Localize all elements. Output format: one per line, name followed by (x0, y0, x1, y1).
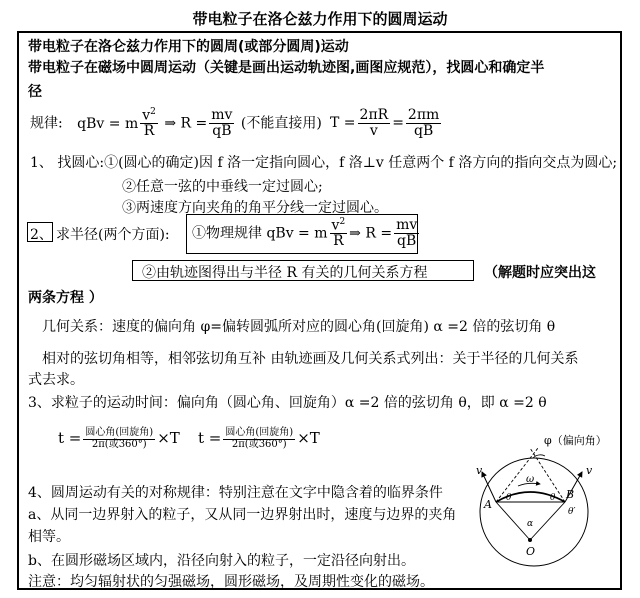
geom-line3: 式去求。 (28, 372, 84, 388)
page-title: 带电粒子在洛仑兹力作用下的圆周运动 (192, 10, 448, 28)
phi-label: φ（偏向角） (544, 434, 607, 447)
v2-over-R: $\frac{v^2}{R}$ (142, 107, 156, 140)
item4-line4: b、在圆形磁场区域内，沿径向射入的粒子，一定沿径向射出。 (28, 553, 415, 569)
period-formula: T = $\frac{2\pi R}{v}$ = $\frac{2\pi m}{qB}$ (330, 107, 440, 139)
geom-line1: 几何关系：速度的偏向角 φ=偏转圆弧所对应的圆心角(回旋角) α =2 倍的弦切角 θ (42, 319, 556, 335)
radius-law-formula: ①物理规律 qBv = m $\frac{v^2}{R}$ ⇒ R = $\frac{mv}{qB}$ (192, 217, 418, 250)
item2-note: （解题时应突出这 (484, 265, 596, 281)
heading-2: 带电粒子在磁场中圆周运动（关键是画出运动轨迹图,画图应规范），找圆心和确定半 (28, 60, 545, 76)
v-left-label: v (476, 464, 483, 477)
law-formula: 规律: qBv = m $\frac{v^2}{R}$ ⇒ R = $\frac{mv}{qB}$ (不能直接用) (30, 107, 322, 140)
item1-line1: 1、 找圆心:①(圆心的确定)因 f 洛一定指向圆心，f 洛⊥v 任意两个 f 洛方向的指向交点为圆心; (30, 155, 618, 171)
theta-left-label: θ (506, 493, 512, 503)
law-label: 规律: (30, 115, 63, 132)
geometry-method: ②由轨迹图得出与半径 R 有关的几何关系方程 (142, 265, 428, 281)
item2-number: 2、 (30, 227, 53, 243)
law-note: (不能直接用) (240, 115, 322, 132)
item3-line: 3、求粒子的运动时间：偏向角（圆心角、回旋角）α =2 倍的弦切角 θ，即 α =2 θ (28, 395, 547, 411)
item4-line2: a、从同一边界射入的粒子，又从同一边界射出时，速度与边界的夹角 (28, 507, 457, 523)
point-a-label: A (484, 498, 492, 511)
item1-line2: ②任意一弦的中垂线一定过圆心; (122, 179, 323, 195)
mv-over-qB: $\frac{mv}{qB}$ (211, 107, 233, 140)
item2-label: 求半径(两个方面): (56, 227, 170, 243)
alpha-label: α (527, 519, 534, 529)
heading-2-tail: 径 (28, 84, 42, 100)
item1-line3: ③两速度方向夹角的角平分线一定过圆心。 (122, 200, 388, 216)
theta-right-label: θ (550, 493, 556, 503)
item4-line1: 4、圆周运动有关的对称规律：特别注意在文字中隐含着的临界条件 (28, 485, 443, 501)
point-b-label: B (566, 488, 575, 501)
item4-line5: 注意：均匀辐射状的匀强磁场，圆形磁场，及周期性变化的磁场。 (28, 574, 434, 590)
geom-line2: 相对的弦切角相等，相邻弦切角互补 由轨迹画及几何关系式列出：关于半径的几何关系 (42, 351, 579, 367)
item2-note-tail: 两条方程 ） (28, 290, 103, 306)
heading-1: 带电粒子在洛仑兹力作用下的圆周(或部分圆周)运动 (28, 39, 349, 55)
deflection-figure (470, 430, 620, 590)
v-right-label: v (586, 464, 593, 477)
item4-line3: 相等。 (28, 529, 70, 545)
time-formula-1: t = $\frac{\text{圆心角(回旋角)}}{\text{2π(或360°)}}$ ×T (58, 427, 180, 450)
time-formula-2: t = $\frac{\text{圆心角(回旋角)}}{\text{2π(或360°)}}$ ×T (198, 427, 320, 450)
omega-label: ω (526, 474, 535, 485)
theta-prime-label: θ′ (568, 507, 576, 517)
center-o-label: O (526, 545, 536, 558)
